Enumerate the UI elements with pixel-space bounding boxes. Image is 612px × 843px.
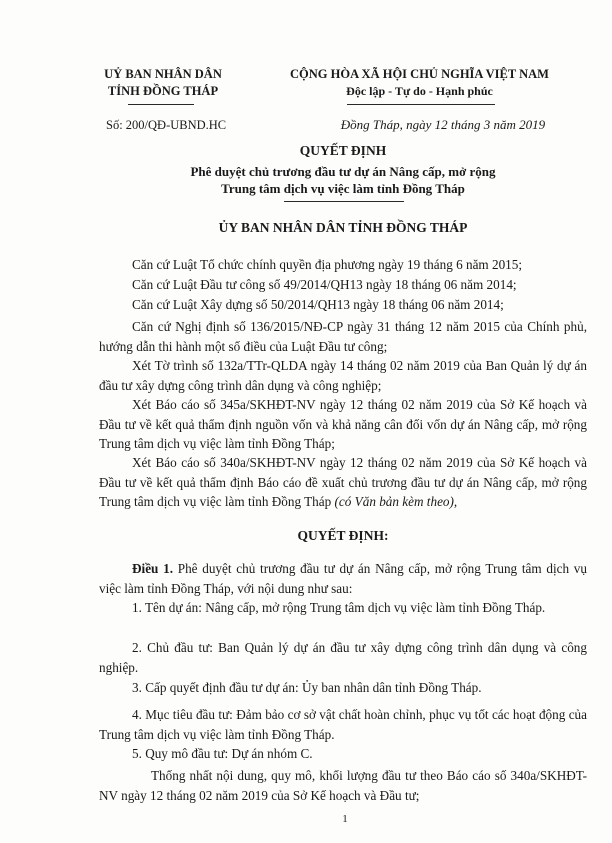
preamble-5: Xét Tờ trình số 132a/TTr-QLDA ngày 14 tháng 02 năm 2019 của Ban Quản lý dự án đầu tư xây dựng công trình dân dụng và công nghiệp;: [99, 358, 587, 393]
preamble-6: Xét Báo cáo số 345a/SKHĐT-NV ngày 12 tháng 02 năm 2019 của Sở Kế hoạch và Đầu tư về kết quả thẩm định nguồn vốn và khả năng cân đối vốn dự án Nâng cấp, mở rộng Trung tâm dịch vụ việc làm tỉnh Đồng Tháp;: [99, 397, 587, 451]
subject-underline: [284, 201, 404, 202]
authority-line-1: UỶ BAN NHÂN DÂN: [104, 67, 222, 81]
issuing-body-heading: ỦY BAN NHÂN DÂN TỈNH ĐỒNG THÁP: [218, 220, 468, 235]
preamble-2: Căn cứ Luật Đầu tư công số 49/2014/QH13 ngày 18 tháng 06 năm 2014;: [132, 277, 517, 292]
doc-type-title: QUYẾT ĐỊNH: [299, 143, 387, 158]
item-1: 1. Tên dự án: Nâng cấp, mở rộng Trung tâm dịch vụ việc làm tỉnh Đồng Tháp.: [132, 600, 546, 615]
document-number: Số: 200/QĐ-UBND.HC: [106, 118, 227, 132]
national-motto: Độc lập - Tự do - Hạnh phúc: [346, 84, 493, 98]
doc-subject-line-2: Trung tâm dịch vụ việc làm tỉnh Đồng Tháp: [221, 181, 465, 196]
preamble-7: Xét Báo cáo số 340a/SKHĐT-NV ngày 12 tháng 02 năm 2019 của Sở Kế hoạch và Đầu tư về kết quả thẩm định Báo cáo đề xuất chủ trương đầu tư dự án Nâng cấp, mở rộng Trung tâm dịch vụ việc làm tỉnh Đồng Tháp (có Văn bản kèm theo),: [99, 455, 587, 509]
preamble-7-note: (có Văn bản kèm theo): [334, 494, 454, 509]
national-title-line: CỘNG HÒA XÃ HỘI CHỦ NGHĨA VIỆT NAM: [290, 67, 549, 81]
national-title: [262, 66, 577, 100]
decision-heading: QUYẾT ĐỊNH:: [297, 528, 389, 543]
item-5: 5. Quy mô đầu tư: Dự án nhóm C.: [132, 746, 313, 761]
item-4: 4. Mục tiêu đầu tư: Đảm bảo cơ sở vật chất hoàn chỉnh, phục vụ tốt các hoạt động của Trung tâm dịch vụ việc làm tỉnh Đồng Tháp.: [99, 707, 587, 742]
preamble-3: Căn cứ Luật Xây dựng số 50/2014/QH13 ngày 18 tháng 06 năm 2014;: [132, 297, 504, 312]
authority-underline: [128, 104, 194, 105]
item-6: Thống nhất nội dung, quy mô, khối lượng đầu tư theo Báo cáo số 340a/SKHĐT-NV ngày 12 tháng 02 năm 2019 của Sở Kế hoạch và Đầu tư;: [99, 768, 587, 803]
article-1-label: Điều 1.: [132, 561, 173, 576]
item-3: 3. Cấp quyết định đầu tư dự án: Ủy ban nhân dân tỉnh Đồng Tháp.: [132, 680, 482, 695]
doc-subject: [99, 163, 587, 197]
authority-line-2: TỈNH ĐỒNG THÁP: [107, 84, 219, 98]
authority-name: [88, 66, 238, 100]
motto-underline: [347, 104, 495, 105]
article-1: Điều 1. Phê duyệt chủ trương đầu tư dự án Nâng cấp, mở rộng Trung tâm dịch vụ việc làm tỉnh Đồng Tháp, với nội dung như sau:: [99, 561, 587, 596]
doc-subject-line-1: Phê duyệt chủ trương đầu tư dự án Nâng cấp, mở rộng: [190, 164, 496, 179]
preamble-4: Căn cứ Nghị định số 136/2015/NĐ-CP ngày 31 tháng 12 năm 2015 của Chính phủ, hướng dẫn thi hành một số điều của Luật Đầu tư công;: [99, 319, 587, 354]
place-date: Đồng Tháp, ngày 12 tháng 3 năm 2019: [340, 117, 546, 132]
item-2: 2. Chủ đầu tư: Ban Quản lý dự án đầu tư xây dựng công trình dân dụng và công nghiệp.: [99, 640, 587, 675]
preamble-1: Căn cứ Luật Tổ chức chính quyền địa phương ngày 19 tháng 6 năm 2015;: [132, 257, 523, 272]
page-number: 1: [342, 813, 348, 825]
